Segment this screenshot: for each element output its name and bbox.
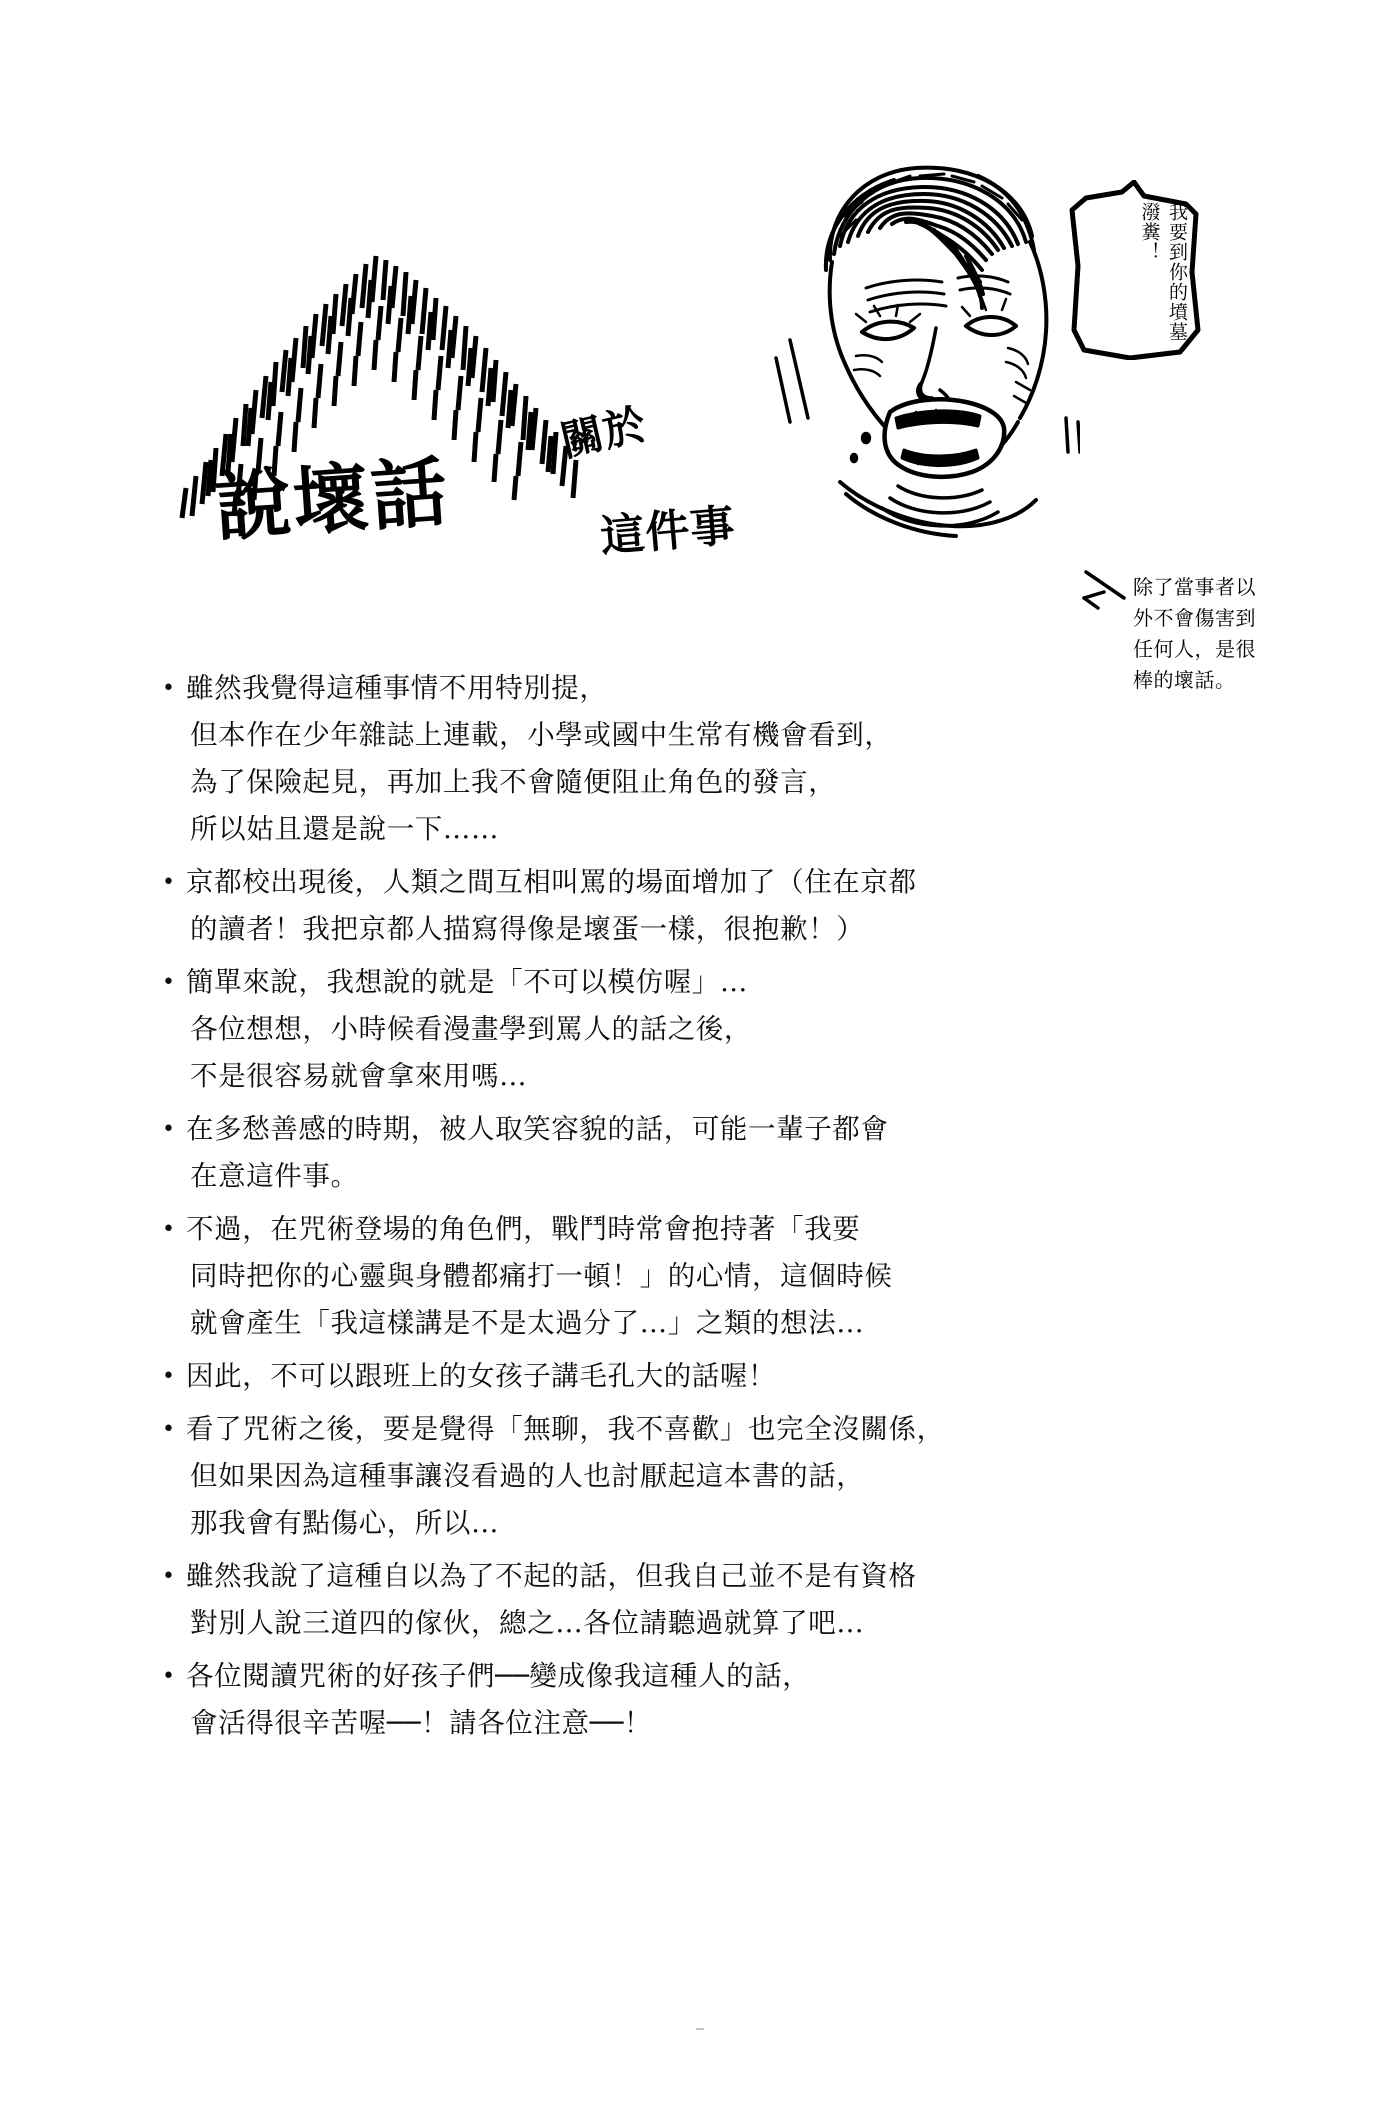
title-suffix: 這件事 [598, 500, 738, 563]
afterword-bullet-list [160, 665, 1270, 1753]
bullet-line: • 不過，在咒術登場的角色們，戰鬥時常會抱持著「我要 [160, 1206, 1270, 1253]
list-item [160, 665, 1270, 853]
side-annotation-line: 除了當事者以 [1133, 575, 1256, 599]
bullet-line: 各位想想，小時候看漫畫學到罵人的話之後， [190, 1013, 752, 1045]
list-item [160, 1206, 1270, 1347]
list-item [160, 1106, 1270, 1200]
bullet-line: 為了保險起見，再加上我不會隨便阻止角色的發言， [190, 766, 837, 798]
bullet-line: 同時把你的心靈與身體都痛打一頓！」的心情，這個時候 [190, 1260, 893, 1292]
side-annotation-line: 棒的壞話。 [1133, 668, 1236, 692]
bullet-line: 在意這件事。 [190, 1160, 359, 1192]
side-annotation-line: 任何人，是很 [1133, 637, 1256, 661]
bullet-line: • 看了咒術之後，要是覺得「無聊，我不喜歡」也完全沒關係， [160, 1406, 1270, 1453]
list-item [160, 959, 1270, 1100]
page-title: 說壞話 [212, 446, 452, 553]
bullet-line: 不是很容易就會拿來用嗎… [190, 1060, 528, 1092]
list-item [160, 859, 1270, 953]
bullet-line: 但本作在少年雜誌上連載，小學或國中生常有機會看到， [190, 719, 893, 751]
bullet-line: 那我會有點傷心，所以… [190, 1507, 500, 1539]
title-prefix: 關於 [556, 398, 651, 466]
bullet-line: • 在多愁善感的時期，被人取笑容貌的話，可能一輩子都會 [160, 1106, 1270, 1153]
bullet-line: 但如果因為這種事讓沒看過的人也討厭起這本書的話， [190, 1460, 865, 1492]
page-footer-mark [696, 2028, 704, 2030]
side-annotation-line: 外不會傷害到 [1133, 606, 1256, 630]
bullet-line: • 各位閱讀咒術的好孩子們──變成像我這種人的話， [160, 1653, 1270, 1700]
list-item [160, 1553, 1270, 1647]
list-item [160, 1353, 1270, 1400]
bullet-line: • 因此，不可以跟班上的女孩子講毛孔大的話喔！ [160, 1353, 1270, 1400]
bullet-line: 的讀者！我把京都人描寫得像是壞蛋一樣，很抱歉！） [190, 913, 865, 945]
header-zone [0, 0, 1400, 640]
bullet-line: • 雖然我說了這種自以為了不起的話，但我自己並不是有資格 [160, 1553, 1270, 1600]
bullet-line: • 雖然我覺得這種事情不用特別提， [160, 665, 1270, 712]
bullet-line: 就會產生「我這樣講是不是太過分了…」之類的想法… [190, 1307, 865, 1339]
bullet-line: 所以姑且還是說一下…… [190, 813, 500, 845]
bullet-line: • 京都校出現後，人類之間互相叫罵的場面增加了（住在京都 [160, 859, 1270, 906]
bullet-line: 會活得很辛苦喔──！請各位注意──！ [190, 1707, 653, 1739]
list-item [160, 1653, 1270, 1747]
list-item [160, 1406, 1270, 1547]
pointer-arrow-icon [1082, 568, 1136, 614]
bullet-line: 對別人說三道四的傢伙，總之…各位請聽過就算了吧… [190, 1607, 865, 1639]
speech-bubble-text: 我要到你的墳墓潑糞！ [1138, 202, 1188, 342]
speech-bubble [1068, 180, 1202, 360]
angry-shouting-face-icon [770, 150, 1080, 540]
bullet-line: • 簡單來說，我想說的就是「不可以模仿喔」… [160, 959, 1270, 1006]
